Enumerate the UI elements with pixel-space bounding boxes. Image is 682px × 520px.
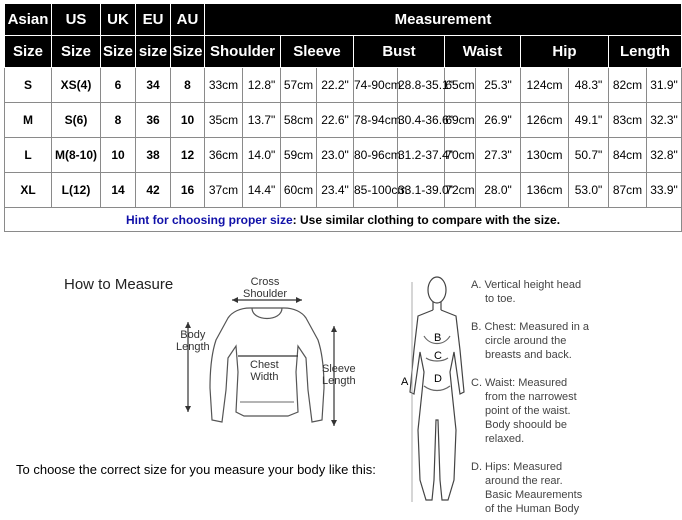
cell-length-cm: 84cm — [609, 138, 647, 173]
instruction-c-first: C. Waist: Measured — [471, 377, 568, 389]
cell-shoulder-cm: 36cm — [205, 138, 243, 173]
cell-length-cm: 87cm — [609, 173, 647, 208]
header-asian-size: Size — [5, 36, 52, 68]
instruction-b-first: B. Chest: Measured in a — [471, 321, 590, 333]
cell-sleeve-cm: 57cm — [281, 68, 317, 103]
figure-head — [428, 277, 446, 303]
header-uk-size: Size — [101, 36, 136, 68]
sweater-collar — [252, 308, 282, 319]
hint-text: : Use similar clothing to compare with the size. — [292, 212, 561, 227]
cell-waist-in: 28.0" — [476, 173, 521, 208]
figure-letter-d: D — [434, 373, 442, 385]
instruction-a-first: A. Vertical height head — [471, 279, 582, 291]
cell-uk: 10 — [101, 138, 136, 173]
cell-asian: XL — [5, 173, 52, 208]
cell-sleeve-cm: 60cm — [281, 173, 317, 208]
cell-length-in: 31.9" — [647, 68, 682, 103]
cell-length-cm: 83cm — [609, 103, 647, 138]
cell-au: 10 — [171, 103, 205, 138]
instruction-b-rest: circle around the breasts and back. — [485, 335, 572, 361]
header-au-size: Size — [171, 36, 205, 68]
cell-length-in: 32.8" — [647, 138, 682, 173]
header-us: US — [52, 4, 101, 36]
cross-shoulder-arrow-right — [296, 297, 302, 303]
figure-letter-c: C — [434, 350, 442, 362]
cell-shoulder-in: 14.4" — [243, 173, 281, 208]
cell-bust-cm: 80-96cm — [354, 138, 398, 173]
cell-waist-cm: 70cm — [445, 138, 476, 173]
cell-bust-in: 28.8-35.1" — [398, 68, 445, 103]
cell-waist-cm: 69cm — [445, 103, 476, 138]
cell-hip-cm: 130cm — [521, 138, 569, 173]
header-eu: EU — [136, 4, 171, 36]
header-sleeve: Sleeve — [281, 36, 354, 68]
cell-shoulder-in: 12.8" — [243, 68, 281, 103]
cell-asian: L — [5, 138, 52, 173]
body-length-arrow-top — [185, 322, 191, 328]
cell-asian: M — [5, 103, 52, 138]
cell-us: L(12) — [52, 173, 101, 208]
how-to-measure-title: How to Measure — [64, 276, 174, 293]
cell-us: S(6) — [52, 103, 101, 138]
cell-au: 12 — [171, 138, 205, 173]
cell-bust-cm: 85-100cm — [354, 173, 398, 208]
measure-note: To choose the correct size for you measure your body like this: — [16, 462, 376, 477]
cell-sleeve-in: 22.6" — [317, 103, 354, 138]
sleeve-length-arrow-bottom — [331, 420, 337, 426]
cell-eu: 36 — [136, 103, 171, 138]
figure-letter-a: A — [401, 376, 409, 388]
cell-waist-in: 26.9" — [476, 103, 521, 138]
cell-eu: 34 — [136, 68, 171, 103]
cell-bust-cm: 78-94cm — [354, 103, 398, 138]
instruction-c — [471, 376, 577, 446]
body-figure — [410, 277, 464, 502]
header-us-size: Size — [52, 36, 101, 68]
instruction-d-rest: around the rear. Basic Meaurements of the Human Body — [485, 475, 583, 515]
header-shoulder: Shoulder — [205, 36, 281, 68]
figure-hip-line — [424, 386, 450, 391]
cell-hip-cm: 124cm — [521, 68, 569, 103]
header-length: Length — [609, 36, 682, 68]
cell-bust-cm: 74-90cm — [354, 68, 398, 103]
instruction-c-rest: from the narrowest point of the waist. Body shoould be relaxed. — [485, 391, 577, 445]
instruction-a-rest: to toe. — [485, 293, 516, 305]
header-uk: UK — [101, 4, 136, 36]
cell-us: M(8-10) — [52, 138, 101, 173]
cell-sleeve-in: 23.0" — [317, 138, 354, 173]
body-length-label: Body Length — [176, 329, 210, 353]
cell-hip-in: 48.3" — [569, 68, 609, 103]
cell-waist-in: 25.3" — [476, 68, 521, 103]
cell-hip-in: 50.7" — [569, 138, 609, 173]
sleeve-length-label: Sleeve Length — [322, 363, 356, 387]
cross-shoulder-arrow-left — [232, 297, 238, 303]
cell-uk: 6 — [101, 68, 136, 103]
header-waist: Waist — [445, 36, 521, 68]
header-au: AU — [171, 4, 205, 36]
cell-bust-in: 33.1-39.0" — [398, 173, 445, 208]
cell-length-in: 33.9" — [647, 173, 682, 208]
cell-length-cm: 82cm — [609, 68, 647, 103]
cell-hip-in: 49.1" — [569, 103, 609, 138]
cell-eu: 42 — [136, 173, 171, 208]
instruction-a — [471, 278, 581, 306]
cell-uk: 8 — [101, 103, 136, 138]
cell-shoulder-cm: 33cm — [205, 68, 243, 103]
header-measurement: Measurement — [205, 4, 682, 36]
cell-asian: S — [5, 68, 52, 103]
cell-hip-cm: 136cm — [521, 173, 569, 208]
cell-waist-cm: 65cm — [445, 68, 476, 103]
chest-width-label: Chest Width — [250, 359, 279, 383]
header-eu-size: size — [136, 36, 171, 68]
cell-eu: 38 — [136, 138, 171, 173]
cell-us: XS(4) — [52, 68, 101, 103]
figure-letter-b: B — [434, 332, 442, 344]
header-hip: Hip — [521, 36, 609, 68]
cell-uk: 14 — [101, 173, 136, 208]
hint-label: Hint for choosing proper size — [125, 212, 293, 227]
cell-waist-cm: 72cm — [445, 173, 476, 208]
cell-shoulder-cm: 35cm — [205, 103, 243, 138]
header-asian: Asian — [5, 4, 52, 36]
instruction-b — [471, 320, 589, 362]
cell-shoulder-cm: 37cm — [205, 173, 243, 208]
cell-sleeve-in: 22.2" — [317, 68, 354, 103]
cell-sleeve-cm: 58cm — [281, 103, 317, 138]
instruction-d — [471, 460, 582, 516]
cell-shoulder-in: 13.7" — [243, 103, 281, 138]
cell-hip-cm: 126cm — [521, 103, 569, 138]
cross-shoulder-label: Cross Shoulder — [243, 276, 288, 300]
cell-bust-in: 30.4-36.6" — [398, 103, 445, 138]
cell-au: 16 — [171, 173, 205, 208]
cell-length-in: 32.3" — [647, 103, 682, 138]
cell-hip-in: 53.0" — [569, 173, 609, 208]
cell-sleeve-in: 23.4" — [317, 173, 354, 208]
cell-waist-in: 27.3" — [476, 138, 521, 173]
cell-bust-in: 31.2-37.4" — [398, 138, 445, 173]
cell-shoulder-in: 14.0" — [243, 138, 281, 173]
header-bust: Bust — [354, 36, 445, 68]
body-length-arrow-bottom — [185, 406, 191, 412]
instruction-d-first: D. Hips: Measured — [471, 461, 563, 473]
cell-au: 8 — [171, 68, 205, 103]
cell-sleeve-cm: 59cm — [281, 138, 317, 173]
sleeve-length-arrow-top — [331, 326, 337, 332]
